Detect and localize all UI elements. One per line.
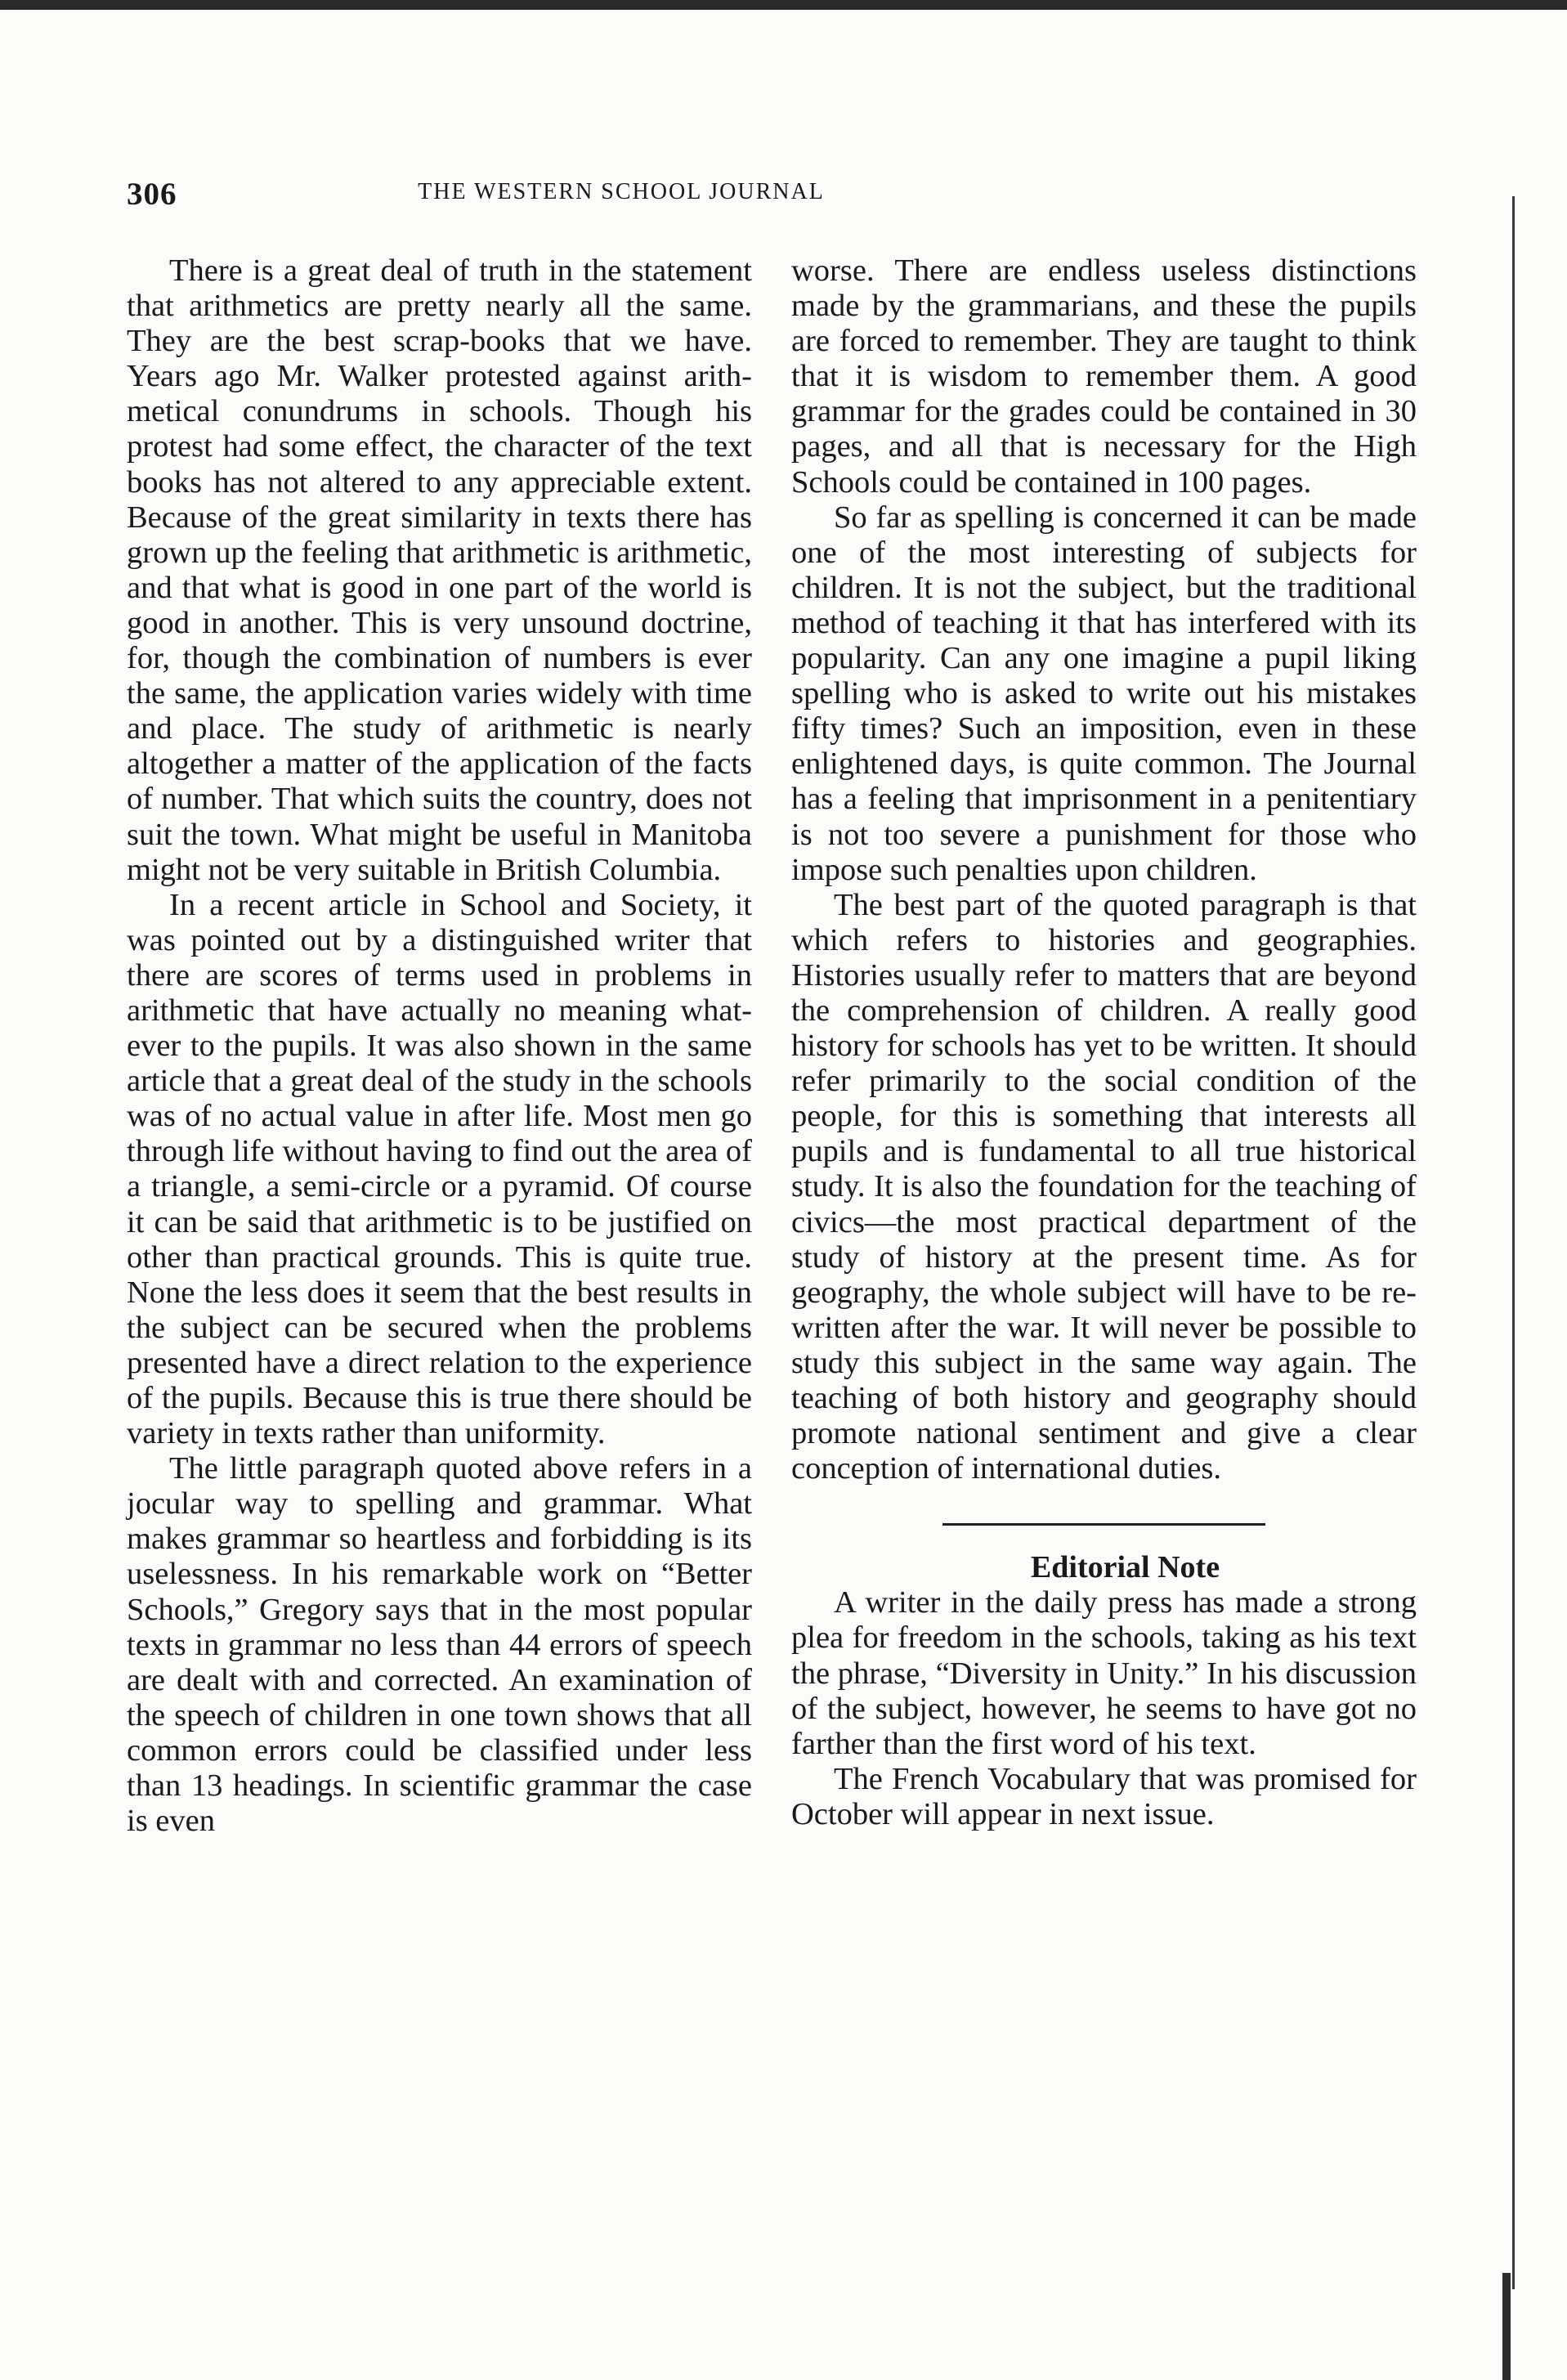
editorial-note-paragraph: A writer in the daily press has made a strong plea for freedom in the schools, taking as his text the phrase, “Diversity in Unity.” In his discussion of the subject, however, he seems to have got no farther than the first word of his text. bbox=[791, 1585, 1417, 1761]
paragraph-spelling: So far as spelling is concerned it can be made one of the most interesting of subjects for children. It is not the subject, but the traditional method of teaching it that has interfered with its popularity. Can any one imagine a pupil liking spelling who is asked to write out his mistakes fifty times? Such an imposition, even in these enlightened days, is quite common. The Journal has a feeling that imprisonment in a penitentiary is not too severe a punishment for those who impose such penalties upon children. bbox=[791, 500, 1417, 887]
right-column bbox=[791, 253, 1417, 1832]
editorial-note-heading: Editorial Note bbox=[1030, 1550, 1220, 1585]
left-column bbox=[127, 253, 752, 1839]
running-title: THE WESTERN SCHOOL JOURNAL bbox=[418, 179, 825, 204]
right-scan-edge-bottom bbox=[1502, 2273, 1511, 2380]
right-scan-edge bbox=[1512, 196, 1515, 2289]
top-scan-border bbox=[0, 0, 1567, 10]
paragraph-spelling-grammar: The little paragraph quoted above refers in a jocular way to spelling and grammar. What makes grammar so heartless and forbidding is its uselessness. In his remarkable work on “Better Schools,” Gregory says that in the most popular texts in grammar no less than 44 errors of speech are dealt with and corrected. An examination of the speech of children in one town shows that all common errors could be classified under less than 13 headings. In scientific grammar the case is even bbox=[127, 1451, 752, 1839]
page-number: 306 bbox=[127, 177, 177, 212]
paragraph-arithmetics: There is a great deal of truth in the statement that arithmetics are pretty nearly all the same. They are the best scrap-books that we have. Years ago Mr. Walker protested against arithmetical conundrums in schools. Though his protest had some effect, the character of the text books has not altered to any appreciable extent. Because of the great similarity in texts there has grown up the feeling that arithmetic is arithmetic, and that what is good in one part of the world is good in another. This is very unsound doctrine, for, though the combination of numbers is ever the same, the application varies widely with time and place. The study of arithmetic is nearly altogether a matter of the application of the facts of number. That which suits the country, does not suit the town. What might be useful in Manitoba might not be very suitable in British Columbia. bbox=[127, 253, 752, 887]
paragraph-school-and-society: In a recent article in School and Society, it was pointed out by a distinguished writer that there are scores of terms used in problems in arithmetic that have actually no meaning whatever to the pupils. It was also shown in the same article that a great deal of the study in the schools was of no actual value in after life. Most men go through life without having to find out the area of a triangle, a semi-circle or a pyramid. Of course it can be said that arithmetic is to be justified on other than practical grounds. This is quite true. None the less does it seem that the best results in the subject can be secured when the problems presented have a direct relation to the experience of the pupils. Because this is true there should be variety in texts rather than uniformity. bbox=[127, 887, 752, 1451]
editorial-note-vocabulary: The French Vocabulary that was promised for October will appear in next issue. bbox=[791, 1761, 1417, 1831]
paragraph-history-geography: The best part of the quoted paragraph is that which refers to histories and geographies. Histories usually refer to matters that are beyond the comprehension of children. A really good history for schools has yet to be written. It should refer primarily to the social condition of the people, for this is something that interests all pupils and is fundamental to all true historical study. It is also the foundation for the teaching of civics—the most practical department of the study of history at the present time. As for geography, the whole subject will have to be rewritten after the war. It will never be possible to study this subject in the same way again. The teaching of both history and geography should promote national sentiment and give a clear conception of international duties. bbox=[791, 887, 1417, 1486]
paragraph-grammar-continued: worse. There are endless useless distinctions made by the grammarians, and these the pupils are forced to remember. They are taught to think that it is wisdom to remember them. A good grammar for the grades could be contained in 30 pages, and all that is necessary for the High Schools could be contained in 100 pages. bbox=[791, 253, 1417, 500]
page-header bbox=[127, 176, 1426, 217]
section-divider bbox=[942, 1523, 1265, 1526]
